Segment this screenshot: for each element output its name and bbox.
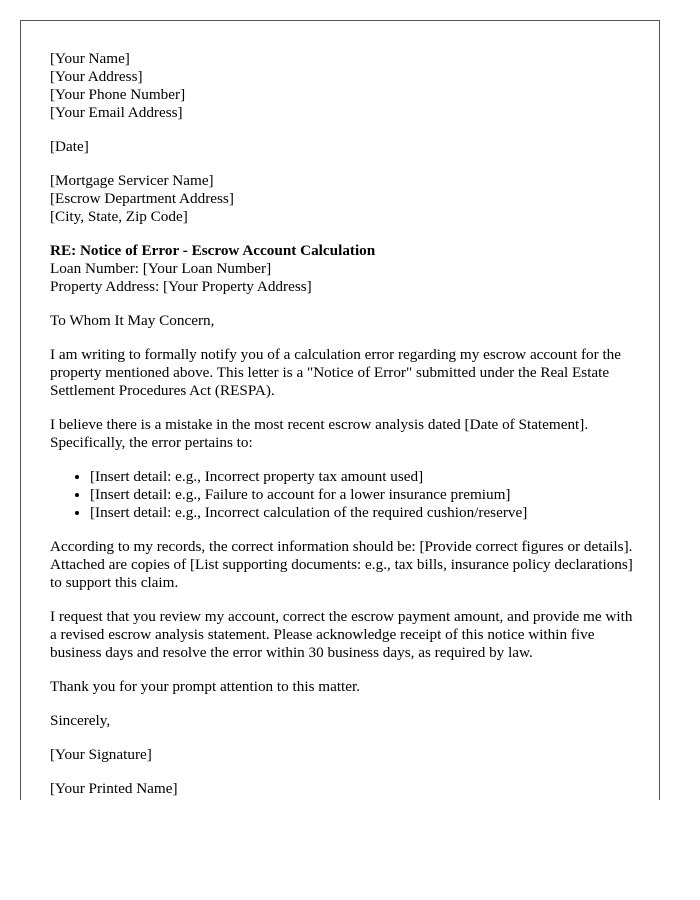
- letter-date: [Date]: [50, 138, 89, 155]
- recipient-block: [50, 172, 642, 226]
- paragraph-intro: I am writing to formally notify you of a calculation error regarding my escrow account for the property mentioned above. This letter is a "Notice of Error" submitted under the Real Estate Settlement Procedures Act (RESPA).: [50, 346, 622, 399]
- error-details-list: [50, 468, 642, 522]
- recipient-name: [Mortgage Servicer Name]: [50, 172, 214, 189]
- list-item: • [Insert detail: e.g., Incorrect calculation of the required cushion/reserve]: [90, 504, 642, 522]
- paragraph-request: I request that you review my account, correct the escrow payment amount, and provide me with a revised escrow analysis statement. Please acknowledge receipt of this notice within five business days and resolve the error within 30 business days, as required by law.: [50, 608, 633, 661]
- loan-number: Loan Number: [Your Loan Number]: [50, 260, 272, 277]
- sender-email: [Your Email Address]: [50, 104, 183, 121]
- property-address: Property Address: [Your Property Address]: [50, 278, 312, 295]
- sender-block: [50, 50, 642, 122]
- subject-block: [50, 242, 642, 296]
- printed-name: [Your Printed Name]: [50, 780, 178, 797]
- letter-body: [50, 50, 642, 814]
- letter-page: [20, 20, 660, 800]
- subject-line: RE: Notice of Error - Escrow Account Calculation: [50, 242, 376, 259]
- date-block: [50, 138, 642, 156]
- paragraph-correct-info: According to my records, the correct information should be: [Provide correct figures or details]. Attached are copies of [List supporting documents: e.g., tax bills, insurance policy declarations] to support this claim.: [50, 538, 633, 591]
- recipient-city-state-zip: [City, State, Zip Code]: [50, 208, 188, 225]
- paragraph-thanks: Thank you for your prompt attention to this matter.: [50, 678, 361, 695]
- salutation: To Whom It May Concern,: [50, 312, 215, 329]
- sender-phone: [Your Phone Number]: [50, 86, 186, 103]
- paragraph-error-description: I believe there is a mistake in the most recent escrow analysis dated [Date of Statement]. Specifically, the error pertains to:: [50, 416, 589, 451]
- recipient-address: [Escrow Department Address]: [50, 190, 234, 207]
- signature: [Your Signature]: [50, 746, 152, 763]
- sender-address: [Your Address]: [50, 68, 143, 85]
- list-item: • [Insert detail: e.g., Failure to account for a lower insurance premium]: [90, 486, 642, 504]
- list-item: • [Insert detail: e.g., Incorrect property tax amount used]: [90, 468, 642, 486]
- closing: Sincerely,: [50, 712, 111, 729]
- sender-name: [Your Name]: [50, 50, 130, 67]
